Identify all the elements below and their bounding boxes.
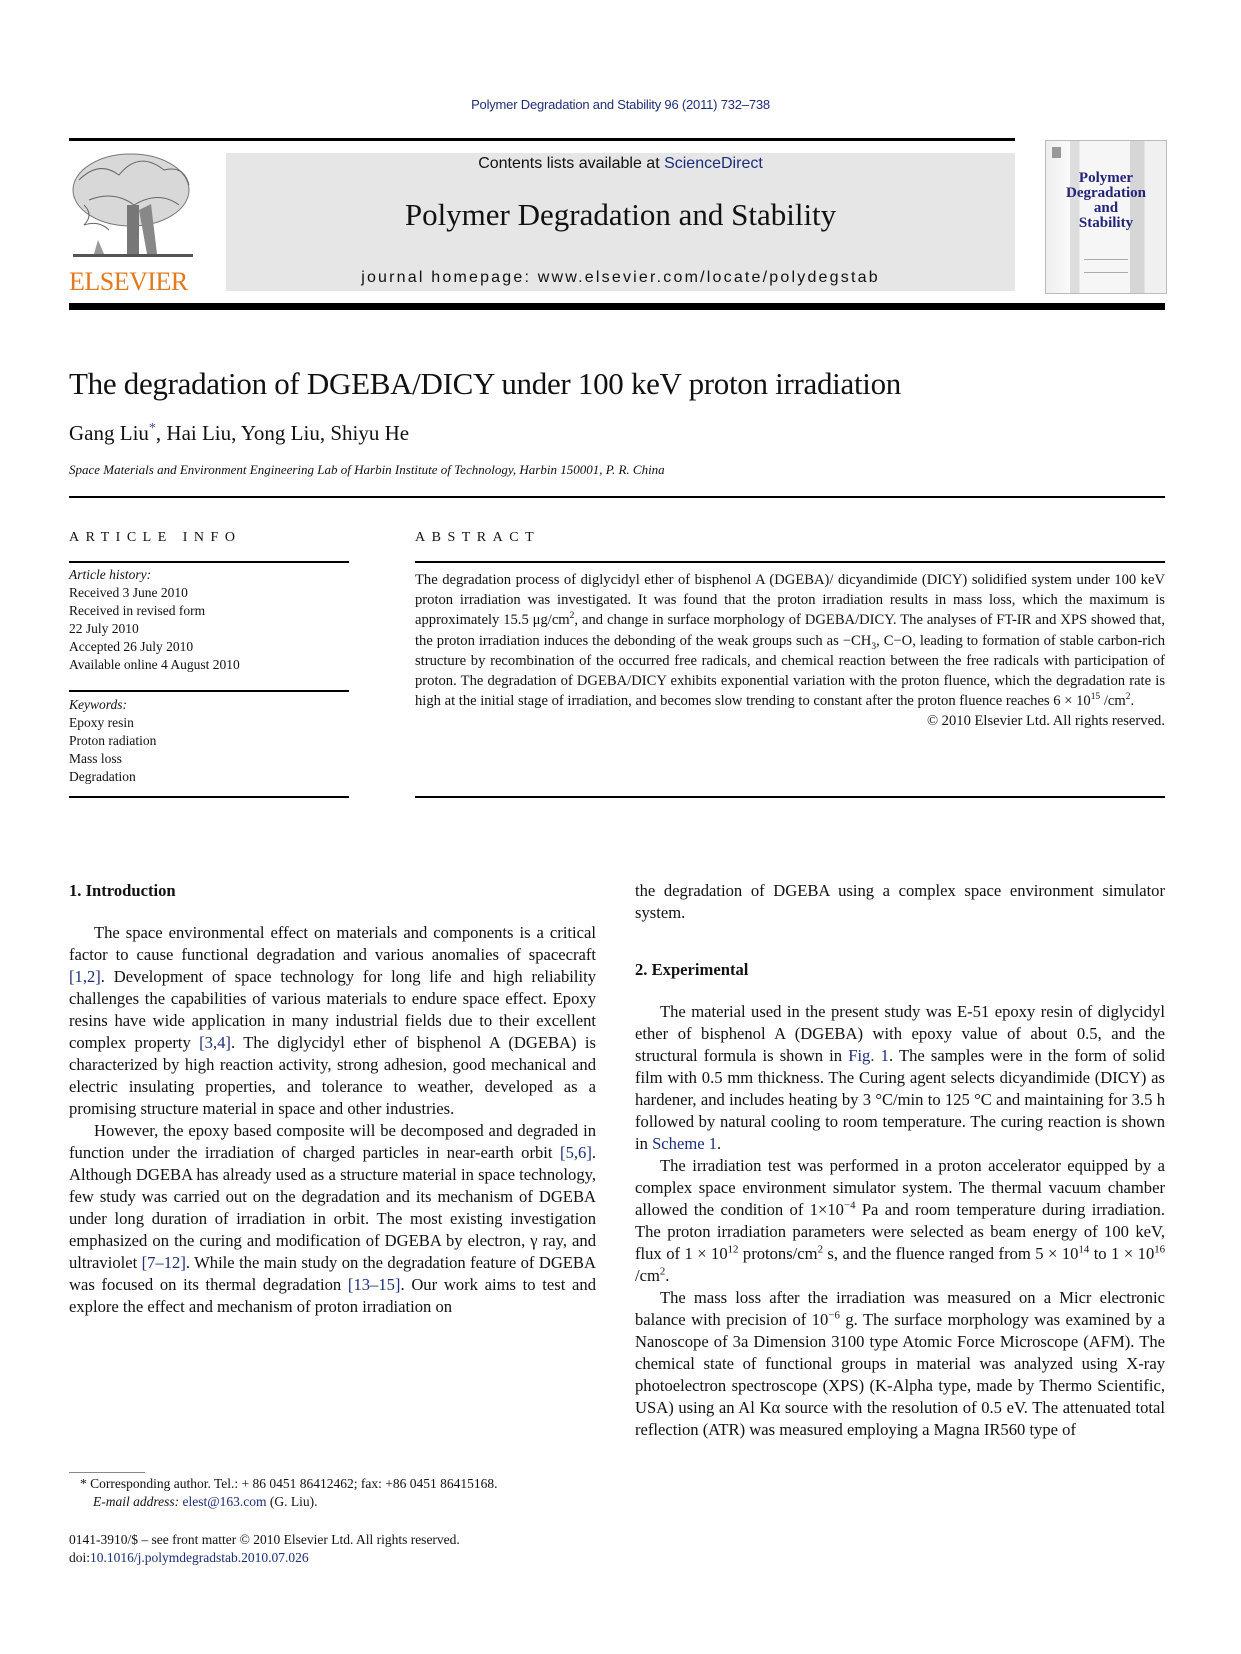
keyword: Mass loss — [69, 751, 122, 766]
keywords-rule — [69, 690, 349, 692]
introduction-section — [69, 880, 596, 1318]
keyword: Epoxy resin — [69, 715, 134, 730]
article-info-bottom-rule — [69, 796, 349, 798]
cover-title — [1046, 171, 1166, 231]
keyword: Degradation — [69, 769, 136, 784]
abstract-span: The degradation process of diglycidyl ether of bisphenol A (DGEBA)/ dicyandimide (DICY) solidified system under 100 keV proton irradiation was investigated. It was found that the proton irradiation results in mass loss, which the maximum is approximately 15.5 μg/cm — [415, 572, 1165, 629]
citation-link[interactable]: [13–15] — [347, 1275, 401, 1294]
author-name: Gang Liu — [69, 421, 149, 445]
experimental-paragraph-2 — [635, 1155, 1165, 1287]
email-suffix: (G. Liu). — [266, 1494, 318, 1509]
contents-prefix: Contents lists available at — [478, 155, 665, 172]
keyword: Proton radiation — [69, 733, 157, 748]
scheme-link[interactable]: Scheme 1 — [652, 1134, 718, 1153]
article-title: The degradation of DGEBA/DICY under 100 keV proton irradiation — [69, 366, 901, 401]
abstract-span: /cm — [1100, 693, 1126, 710]
footnote-rule — [69, 1472, 145, 1473]
text: Pa and room temperature during irradiation. The proton irradiation parameters were selected as beam energy of 100 keV, flux of 1 × 10 — [635, 1200, 1165, 1263]
affiliation: Space Materials and Environment Engineering Lab of Harbin Institute of Technology, Harbin 150001, P. R. China — [69, 462, 665, 477]
subscript: 3 — [871, 641, 877, 652]
intro-paragraph-2 — [69, 1120, 596, 1318]
header-thick-rule — [69, 303, 1165, 310]
doi-line — [69, 1549, 460, 1567]
doi-prefix: doi: — [69, 1550, 91, 1565]
journal-citation[interactable]: Polymer Degradation and Stability 96 (2011) 732–738 — [471, 97, 770, 112]
experimental-paragraph-1 — [635, 1001, 1165, 1155]
tree-icon — [69, 150, 197, 265]
footnote-line-2 — [80, 1493, 498, 1511]
text: However, the epoxy based composite will be decomposed and degraded in function under the irradiation of charged particles in near-earth orbit — [69, 1121, 596, 1162]
issn-line: 0141-3910/$ – see front matter © 2010 Elsevier Ltd. All rights reserved. — [69, 1532, 460, 1547]
text: protons/cm — [738, 1244, 818, 1263]
text: The irradiation test was performed in a proton accelerator equipped by a complex space environment simulator system. The thermal vacuum chamber allowed the condition of 1×10 — [635, 1156, 1165, 1219]
citation-link[interactable]: [1,2] — [69, 967, 101, 986]
text: g. The surface morphology was examined by a Nanoscope of 3a Dimension 3100 type Atomic Force Microscope (AFM). The chemical state of functional groups in material was analyzed using X-ray photoelectron spectroscope (XPS) (K-Alpha type, made by Thermo Scientific, USA) using an Al Kα source with the resolution of 0.5 eV. The attenuated total reflection (ATR) was measured employing a Magna IR560 type of — [635, 1310, 1165, 1439]
cover-title-line: Stability — [1078, 215, 1134, 231]
text: . Although DGEBA has already used as a structure material in space technology, few study was carried out on the degradation and its mechanism of DGEBA under long duration of irradiation in orbit. The most existing investigation emphasized on the curing and modification of DGEBA by electron, γ ray, and ultraviolet — [69, 1143, 596, 1272]
corresponding-author-mark[interactable]: * — [148, 421, 156, 436]
title-rule — [69, 496, 1165, 498]
abstract-text — [415, 570, 1165, 732]
right-column — [635, 880, 1165, 1441]
keywords-heading: Keywords: — [69, 697, 127, 712]
cover-publisher-icon — [1052, 147, 1061, 158]
citation-link[interactable]: [5,6] — [560, 1143, 592, 1162]
superscript: 12 — [727, 1243, 739, 1256]
footnote-mark: * — [80, 1476, 87, 1491]
abstract-bottom-rule — [415, 796, 1165, 798]
keywords — [69, 696, 349, 786]
history-heading: Article history: — [69, 567, 152, 582]
superscript: 2 — [817, 1243, 823, 1256]
text: . While the main study on the degradation feature of DGEBA was focused on its thermal degradation — [69, 1253, 596, 1294]
superscript: −6 — [828, 1309, 840, 1322]
email-label: E-mail address: — [93, 1494, 183, 1509]
introduction-heading: 1. Introduction — [69, 881, 176, 900]
text: . — [717, 1134, 722, 1153]
abstract-span: , C−O, leading to formation of stable carbon-rich structure by recombination of the occurred free radicals, and chemical reaction between the free radicals with participation of proton. The degradation of DGEBA/DICY exhibits exponential variation with the proton fluence, which the degradation rate is high at the initial stage of irradiation, and becomes slow trending to constant after the proton fluence reaches 6 × 10 — [415, 632, 1165, 710]
superscript: 15 — [1090, 692, 1101, 703]
email-link[interactable]: elest@163.com — [182, 1494, 267, 1509]
author-list — [69, 421, 409, 446]
experimental-paragraph-3 — [635, 1287, 1165, 1441]
history-item: Available online 4 August 2010 — [69, 657, 240, 672]
text: . Our work aims to test and explore the effect and mechanism of proton irradiation on — [69, 1275, 596, 1316]
journal-cover[interactable] — [1045, 140, 1167, 294]
abstract-span: , and change in surface morphology of DGEBA/DICY. The analyses of FT-IR and XPS showed that, the proton irradiation induces the debonding of the weak groups such as −CH — [415, 612, 1165, 649]
cover-title-line: and — [1093, 200, 1119, 216]
elsevier-wordmark: ELSEVIER — [69, 267, 188, 296]
cover-imprint — [1084, 259, 1128, 273]
doi-link[interactable]: 10.1016/j.polymdegradstab.2010.07.026 — [90, 1550, 309, 1565]
citation-link[interactable]: [3,4] — [199, 1033, 231, 1052]
text: . Development of space technology for long life and high reliability challenges the capabilities of various materials to endure space effect. Epoxy resins have wide application in many industrial fields due to their excellent complex property — [69, 967, 596, 1052]
history-item: 22 July 2010 — [69, 621, 139, 636]
citation-link[interactable]: [7–12] — [141, 1253, 186, 1272]
footnote — [80, 1475, 498, 1511]
intro-paragraph-1 — [69, 922, 596, 1120]
journal-title: Polymer Degradation and Stability — [404, 197, 837, 232]
figure-link[interactable]: Fig. 1 — [848, 1046, 889, 1065]
journal-banner — [226, 153, 1015, 291]
footnote-line-1 — [80, 1475, 498, 1493]
article-history — [69, 566, 349, 674]
history-item: Accepted 26 July 2010 — [69, 639, 194, 654]
sciencedirect-link[interactable]: ScienceDirect — [664, 155, 763, 172]
abstract-heading: ABSTRACT — [415, 530, 541, 545]
superscript: 16 — [1154, 1243, 1166, 1256]
text: . The samples were in the form of solid film with 0.5 mm thickness. The Curing agent selects dicyandimide (DICY) as hardener, and includes heating by 3 °C/min to 125 °C and maintaining for 3.5 h followed by natural cooling to room temperature. The curing reaction is shown in — [635, 1046, 1165, 1153]
elsevier-logo — [69, 150, 197, 295]
history-item: Received in revised form — [69, 603, 206, 618]
superscript: 2 — [1125, 692, 1131, 703]
text: . — [665, 1266, 670, 1285]
text: The material used in the present study was E-51 epoxy resin of diglycidyl ether of bisphenol A (DGEBA) with epoxy value of about 0.5, and the structural formula is shown in — [635, 1002, 1165, 1065]
superscript: 14 — [1078, 1243, 1090, 1256]
superscript: −4 — [843, 1199, 856, 1212]
abstract-rule — [415, 561, 1165, 563]
footnote-text: Corresponding author. Tel.: + 86 0451 86412462; fax: +86 0451 86415168. — [86, 1476, 498, 1491]
text: /cm — [635, 1266, 660, 1285]
cover-title-line: Polymer — [1078, 170, 1134, 186]
text: . The diglycidyl ether of bisphenol A (DGEBA) is characterized by high reaction activity, strong adhesion, good mechanical and electric insulating properties, and tolerance to weather, developed as a promising structure material in space and other industries. — [69, 1033, 596, 1118]
text: s, and the fluence ranged from 5 × 10 — [822, 1244, 1079, 1263]
superscript: 2 — [659, 1265, 666, 1278]
experimental-heading: 2. Experimental — [635, 960, 749, 979]
text: The mass loss after the irradiation was measured on a Micr electronic balance with precision of 10 — [635, 1288, 1165, 1329]
intro-continuation: the degradation of DGEBA using a complex space environment simulator system. — [635, 881, 1165, 922]
text: The space environmental effect on materials and components is a critical factor to cause functional degradation and various anomalies of spacecraft — [69, 923, 596, 964]
superscript: 2 — [569, 611, 575, 622]
history-item: Received 3 June 2010 — [69, 585, 188, 600]
text: to 1 × 10 — [1089, 1244, 1155, 1263]
abstract-span: . — [1130, 693, 1135, 710]
header-rule — [69, 138, 1015, 141]
front-matter — [69, 1531, 460, 1567]
article-info-rule — [69, 561, 349, 563]
journal-homepage[interactable]: journal homepage: www.elsevier.com/locate/polydegstab — [361, 269, 880, 286]
cover-title-line: Degradation — [1066, 185, 1146, 201]
article-info-heading: ARTICLE INFO — [69, 530, 242, 545]
abstract-copyright: © 2010 Elsevier Ltd. All rights reserved. — [926, 713, 1165, 730]
contents-line — [226, 155, 1015, 173]
co-authors: , Hai Liu, Yong Liu, Shiyu He — [155, 421, 410, 445]
